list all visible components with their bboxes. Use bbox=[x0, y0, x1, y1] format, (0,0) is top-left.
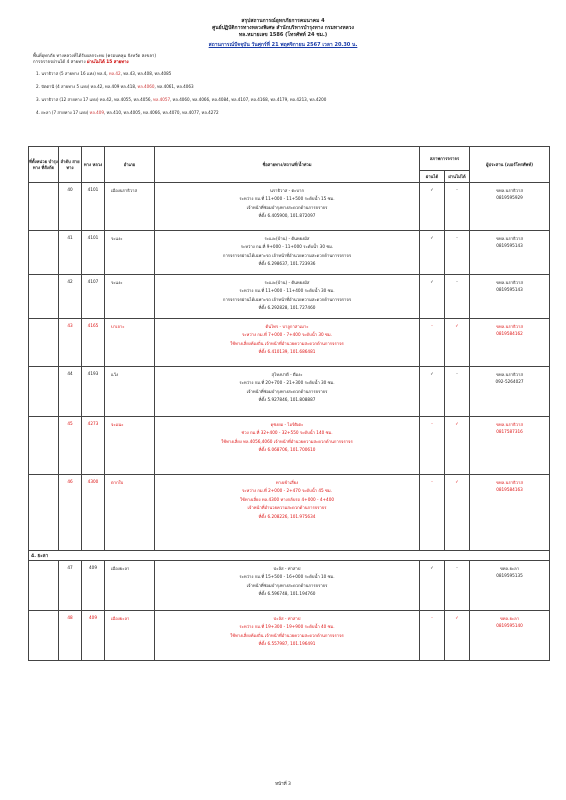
row-route: 4107 bbox=[82, 275, 105, 319]
row-pass: ✓ bbox=[420, 275, 445, 319]
table-row bbox=[29, 475, 550, 551]
row-district: เมืองยะลา bbox=[105, 561, 155, 611]
row-contact: ขทล.นราธิวาส 0819584163 bbox=[470, 475, 550, 551]
row-nopass: - bbox=[445, 275, 470, 319]
col-header-route: ทาง หลวง bbox=[82, 147, 105, 183]
route-summary-item: 4. ยะลา (7 สายทาง 17 แห่ง) ทล.409, ทล.410, ทล.4005, ทล.4066, ทล.4070, ทล.4077, ทล.4272 bbox=[36, 110, 219, 115]
table-row bbox=[29, 275, 550, 319]
row-no: 48 bbox=[59, 611, 82, 661]
row-no: 45 bbox=[59, 417, 82, 475]
row-description: ต้นไทร - บาลูกาสาเมาะ ระหว่าง กม.ที่ 7+000 - 7+400 ระดับน้ำ 30 ซม. ใช้ทางเลี่ยงท้องถิ่น เจ้าหน้าที่อำนวยความสะดวกด้านการจราจร ที่ตั้ง 6.410139, 101.686481 bbox=[155, 319, 420, 367]
row-route: 4101 bbox=[82, 183, 105, 231]
report-hotline: ทล.หมายเลข 1586 (โทรศัพท์ 24 ชม.) bbox=[238, 32, 328, 38]
row-description: ปะลัส - ท่าสาป ระหว่าง กม.ที่ 19+300 - 19+900 ระดับน้ำ 40 ซม. ใช้ทางเลี่ยงท้องถิ่น เจ้าหน้าที่อำนวยความสะดวกด้านการจราจร ที่ตั้ง 6.557987, 101.196491 bbox=[155, 611, 420, 661]
page-number: หน้าที่ 3 bbox=[275, 782, 291, 787]
row-pass: - bbox=[420, 475, 445, 551]
intro-line-1: พื้นที่อุทกภัย ทางหลวงที่ได้รับผลกระทบ (ครอบคลุม จังหวัด สงขลา) bbox=[33, 54, 157, 59]
report-title: สรุปสถานการณ์อุทกภัยการคมนาคม 4 bbox=[241, 18, 325, 24]
row-description: ทางเข้าเสี่ยง ระหว่าง กม.ที่ 2+000 - 2+470 ระดับน้ำ 45 ซม. ใช้ทางเลี่ยง ทล.4300 ทางกลับรถ 4+000 - 4+400 เจ้าหน้าที่อำนวยความสะดวกด้านการจราจร ที่ตั้ง 6.208226, 101.975634 bbox=[155, 475, 420, 551]
row-route: 4300 bbox=[82, 475, 105, 551]
table-row bbox=[29, 561, 550, 611]
table-row bbox=[29, 367, 550, 417]
section-row bbox=[29, 551, 550, 561]
row-district: ระแงะ bbox=[105, 231, 155, 275]
table-row bbox=[29, 417, 550, 475]
row-contact: ขทล.นราธิวาส 0819584162 bbox=[470, 319, 550, 367]
row-route: 4165 bbox=[82, 319, 105, 367]
col-header-description: ชื่อสายทาง/สถานที่/น้ำท่วม bbox=[155, 147, 420, 183]
row-nopass: - bbox=[445, 183, 470, 231]
row-district: แว้ง bbox=[105, 367, 155, 417]
row-contact: ขทล.นราธิวาส 0819595143 bbox=[470, 275, 550, 319]
row-nopass: - bbox=[445, 231, 470, 275]
row-nopass: - bbox=[445, 367, 470, 417]
row-no: 41 bbox=[59, 231, 82, 275]
row-description: นราธิวาส - ตะบาก ระหว่าง กม.ที่ 11+000 - 11+500 ระดับน้ำ 15 ซม. เจ้าหน้าที่ซ่อมบำรุงทางสะดวกด้านการจราจร ที่ตั้ง 6.405900, 101.872097 bbox=[155, 183, 420, 231]
row-route: 4273 bbox=[82, 417, 105, 475]
row-district: ระแงะ bbox=[105, 275, 155, 319]
section-label-yala: 4. ยะลา bbox=[29, 551, 550, 561]
row-nopass: ✓ bbox=[445, 417, 470, 475]
row-district: เมืองนราธิวาส bbox=[105, 183, 155, 231]
row-district: เมืองยะลา bbox=[105, 611, 155, 661]
row-route: 409 bbox=[82, 611, 105, 661]
row-pass: - bbox=[420, 319, 445, 367]
row-pass: ✓ bbox=[420, 367, 445, 417]
row-pass: ✓ bbox=[420, 183, 445, 231]
col-header-no: ลำดับ สายทาง bbox=[59, 147, 82, 183]
col-header-nopass: ผ่านไม่ได้ bbox=[445, 171, 470, 183]
col-header-province: ที่ตั้งหน่วย บำรุงทาง ที่สังกัด bbox=[29, 147, 59, 183]
route-summary-list bbox=[36, 67, 556, 119]
route-summary-item: 1. นราธิวาส (5 สายทาง 16 แห่ง) ทล.4, ทล.42, ทล.43, ทล.408, ทล.4085 bbox=[36, 71, 172, 76]
row-no: 43 bbox=[59, 319, 82, 367]
row-no: 46 bbox=[59, 475, 82, 551]
row-nopass: ✓ bbox=[445, 611, 470, 661]
route-summary-item: 3. นราธิวาส (12 สายทาง 17 แห่ง) ทล.42, ทล.4055, ทล.4056, ทล.4057, ทล.4060, ทล.4066, ทล.4084, ทล.4107, ทล.4168, ทล.4179, ทล.4213, ทล.4200 bbox=[36, 97, 327, 102]
row-pass: - bbox=[420, 417, 445, 475]
row-nopass: - bbox=[445, 561, 470, 611]
row-description: สุไหงปาดี - ตืองะ ระหว่าง กม.ที่ 20+700 - 21+300 ระดับน้ำ 30 ซม. เจ้าหน้าที่ซ่อมบำรุงทางสะดวกด้านการจราจร ที่ตั้ง 5.927846, 101.808887 bbox=[155, 367, 420, 417]
report-timestamp: สถานการณ์ปัจจุบัน วันศุกร์ที่ 21 พฤศจิกายน 2567 เวลา 20.30 น. bbox=[208, 42, 358, 48]
row-description: ระแงะ(บ้าน) - ตันหยงมัส ระหว่าง กม.ที่ 11+000 - 11+400 ระดับน้ำ 30 ซม. การจราจรผ่านได้เฉพาะรถ เจ้าหน้าที่อำนวยความสะดวกด้านการจราจร ที่ตั้ง 6.292828, 101.727460 bbox=[155, 275, 420, 319]
row-nopass: ✓ bbox=[445, 319, 470, 367]
row-no: 47 bbox=[59, 561, 82, 611]
row-route: 4101 bbox=[82, 231, 105, 275]
flood-status-table bbox=[28, 146, 550, 661]
row-description: ปะลัส - ท่าสาป ระหว่าง กม.ที่ 15+500 - 16+000 ระดับน้ำ 10 ซม. เจ้าหน้าที่ซ่อมบำรุงทางสะดวกด้านการจราจร ที่ตั้ง 6.596748, 101.194760 bbox=[155, 561, 420, 611]
province-cell bbox=[29, 183, 59, 231]
row-description: ระแงะ(บ้าน) - ตันหยงมัส ระหว่าง กม.ที่ 9+000 - 11+000 ระดับน้ำ 30 ซม. การจราจรผ่านได้เฉพาะรถ เจ้าหน้าที่อำนวยความสะดวกด้านการจราจร ที่ตั้ง 6.298637, 101.723936 bbox=[155, 231, 420, 275]
row-district: ตากใบ bbox=[105, 475, 155, 551]
row-contact: ขทล.นราธิวาส 092-5264027 bbox=[470, 367, 550, 417]
intro-line-2 bbox=[33, 60, 553, 66]
table-row bbox=[29, 319, 550, 367]
intro-pass-count: การจราจรผ่านได้ 4 สายทาง bbox=[33, 60, 86, 65]
table-row bbox=[29, 183, 550, 231]
report-office: ศูนย์ปฏิบัติการทางหลวงพิเศษ สำนักบริหารบำรุงทาง กรมทางหลวง bbox=[212, 25, 354, 31]
row-contact: ขทล.นราธิวาส 0817587316 bbox=[470, 417, 550, 475]
row-route: 409 bbox=[82, 561, 105, 611]
row-pass: ✓ bbox=[420, 561, 445, 611]
row-district: บาเจาะ bbox=[105, 319, 155, 367]
row-contact: ขทล.นราธิวาส 0819595929 bbox=[470, 183, 550, 231]
table-row bbox=[29, 611, 550, 661]
table-row bbox=[29, 231, 550, 275]
row-route: 4193 bbox=[82, 367, 105, 417]
route-summary-item: 2. ปัตตานี (4 สายทาง 5 แห่ง) ทล.42, ทล.409 ทล.418, ทล.4060, ทล.4061, ทล.4063 bbox=[36, 84, 194, 89]
row-description: ดุซงยอ - ไอร์ติเตะ ช่วง กม.ที่ 32+400 - 32+550 ระดับน้ำ 140 ซม. ใช้ทางเลี่ยง ทล.4056,4060 เจ้าหน้าที่อำนวยความสะดวกด้านการจราจร ที่ตั้ง 6.068706, 101.700610 bbox=[155, 417, 420, 475]
row-pass: - bbox=[420, 611, 445, 661]
col-header-pass: ผ่านได้ bbox=[420, 171, 445, 183]
row-no: 42 bbox=[59, 275, 82, 319]
row-contact: ขทล.ยะลา 0819595140 bbox=[470, 611, 550, 661]
row-contact: ขทล.ยะลา 0819595135 bbox=[470, 561, 550, 611]
intro-nopass-count: ผ่านไม่ได้ 15 สายทาง bbox=[86, 60, 129, 65]
row-no: 44 bbox=[59, 367, 82, 417]
row-nopass: ✓ bbox=[445, 475, 470, 551]
col-header-district: อำเภอ bbox=[105, 147, 155, 183]
row-district: จะแนะ bbox=[105, 417, 155, 475]
col-header-contact: ผู้ประสาน (เบอร์โทรศัพท์) bbox=[470, 147, 550, 183]
row-contact: ขทล.นราธิวาส 0819595143 bbox=[470, 231, 550, 275]
row-pass: ✓ bbox=[420, 231, 445, 275]
row-no: 40 bbox=[59, 183, 82, 231]
col-header-status: สภาพการจราจร bbox=[420, 147, 470, 171]
